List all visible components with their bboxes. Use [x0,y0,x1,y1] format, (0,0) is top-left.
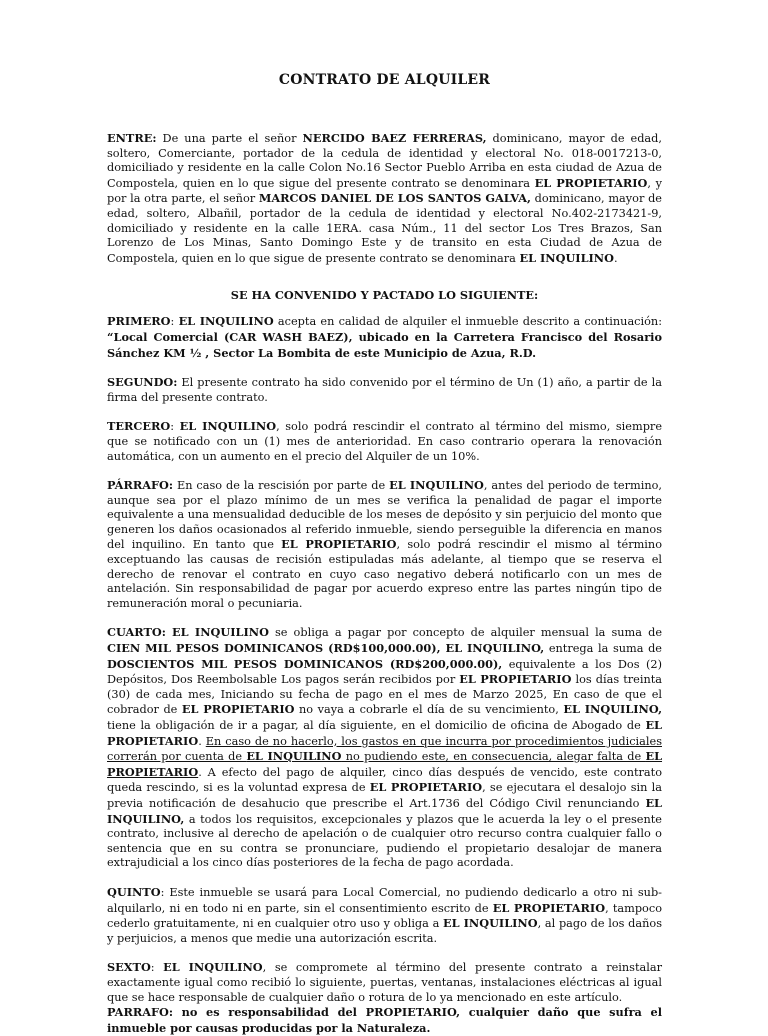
text-run: PÁRRAFO: [107,478,174,493]
primero-paragraph [107,314,662,361]
text-run: a todos los requisitos, excepcionales y plazos que le acuerda la ley o el presente contrato, inclusive al derecho de apelación o de cualquier otro recurso contra cualquier fallo o sentencia que en su contra se pronunciare, pudiendo el propietario desalojar de manera extrajudicial a los cinco días posteriores de la fecha de pago acordada. [107,812,662,870]
text-run: , al pago de los daños y perjuicios, a menos que medie una autorización escrita. [107,917,662,945]
text-run: dominicano, mayor de edad, soltero, Albañil, portador de la cedula de identidad y electoral No.402-2173421-9, domiciliado y residente en la calle 1ERA. casa Núm., 11 del sector Los Tres Brazos, San Lorenzo de Los Minas, Santo Domingo Este y de transito en esta Ciudad de Azua de Compostela, quien en lo que sigue de presente contrato se denominara [107,192,662,265]
text-run: EL PROPIETARIO [534,175,648,190]
text-run: : [170,315,179,329]
clauses-section [107,314,662,1036]
text-run: . A efecto del pago de alquiler, cinco días después de vencido, este contrato queda rescindo, si es la voluntad expresa de [107,765,662,795]
text-run: : [150,961,164,975]
text-run: EL INQUILINO [389,478,484,493]
text-run: no pudiendo este, en consecuencia, alegar falta de [341,750,646,764]
text-run: CIEN MIL PESOS DOMINICANOS (RD$100,000.00), EL INQUILINO, [107,641,545,656]
text-run: EL INQUILINO [171,625,269,640]
text-run: “Local Comercial (CAR WASH BAEZ), ubicado en la Carretera Francisco del Rosario Sánchez KM ½ , Sector La Bombita de este Municipio de Azua, R.D. [107,329,662,360]
text-run: En caso de no hacerlo, los gastos en que incurra por procedimientos judiciales correrán por cuenta de [107,734,662,764]
text-run: NERCIDO BAEZ FERRERAS, [302,131,487,145]
text-run: , solo podrá rescindir el mismo al término exceptuando las causas de recisión estipuladas más adelante, al tiempo que se reserva el derecho de renovar el contrato en cuyo caso negativo deberá notificarlo con un mes de antelación. Sin responsabilidad de pagar por acuerdo expreso entre las partes ningún tipo de remuneración moral o pecuniaria. [107,538,662,610]
sexto-paragraph [107,960,662,1005]
text-run: . [613,251,618,265]
text-run: El presente contrato ha sido convenido por el término de Un (1) año, a partir de la firma del presente contrato. [107,376,662,404]
text-run: , antes del periodo de termino, aunque sea por el plazo mínimo de un mes se verifica la penalidad de pagar el importe equivalente a una mensualidad deducible de los meses de depósito y sin perjuicio del monto que generen los daños ocasionados al referido inmueble, siendo perseguible la diferencia en manos del inquilino. En tanto que [107,479,662,552]
parties-paragraph [107,131,662,266]
text-run: PRIMERO [107,314,171,329]
text-run: MARCOS DANIEL DE LOS SANTOS GALVA, [258,191,531,206]
text-run: , solo podrá rescindir el contrato al término del mismo, siempre que se notificado con un (1) mes de anterioridad. En caso contrario operara la renovación automática, con un aumento en el precio del Alquiler de un 10%. [107,420,663,463]
text-run: SEGUNDO: [107,375,178,390]
text-run: EL PROPIETARIO [369,780,483,795]
parrafo-2-paragraph [107,1005,662,1036]
text-run: EL INQUILINO [443,916,538,931]
text-run: EL PROPIETARIO [181,702,295,717]
segundo-paragraph [107,375,662,405]
text-run: equivalente a los Dos (2) Depósitos, Dos Reembolsable Los pagos serán recibidos por [107,657,662,687]
text-run: no vaya a cobrarle el día de su vencimiento, [294,703,564,717]
text-run: EL INQUILINO [519,250,614,265]
text-run: acepta en calidad de alquiler el inmueble descrito a continuación: [273,315,663,329]
parrafo-1-paragraph [107,478,662,611]
text-run: , se ejecutara el desalojo sin la previa notificación de desahucio que prescribe el Art.1736 del Código Civil renunciando [107,781,662,810]
text-run: , se compromete al término del presente contrato a reinstalar exactamente igual como recibió lo siguiente, puertas, ventanas, instalaciones eléctricas al igual que se hace responsable de cualquier daño o rotura de lo ya mencionado en este artículo. [107,961,662,1004]
text-run: QUINTO [107,884,161,899]
text-run: , y por la otra parte, el señor [107,176,662,206]
cuarto-paragraph [107,625,662,871]
text-run: EL PROPIETARIO [492,900,606,915]
text-run: CUARTO: [107,625,166,640]
text-run: : Este inmueble se usará para Local Comercial, no pudiendo dedicarlo a otro ni sub-alquilarlo, ni en todo ni en parte, sin el consentimiento escrito de [107,885,662,915]
document-title: CONTRATO DE ALQUILER [278,72,491,88]
text-run: EL INQUILINO [246,749,342,764]
text-run: , tampoco cederlo gratuitamente, ni en cualquier otro uso y obliga a [107,901,662,931]
text-run: EL INQUILINO [163,960,263,975]
text-run: TERCERO [107,419,171,434]
text-run: : [170,420,180,434]
text-run: EL PROPIETARIO [459,672,572,687]
text-run: los días treinta (30) de cada mes, Iniciando su fecha de pago en el mes de Marzo 2025, En caso de que el cobrador de [107,673,662,717]
text-run: tiene la obligación de ir a pagar, al día siguiente, en el domicilio de oficina de Abogado de [107,719,646,732]
text-run: EL INQUILINO, [563,702,662,717]
text-run: DOSCIENTOS MIL PESOS DOMINICANOS (RD$200,000.00), [107,656,503,671]
text-run: EL INQUILINO [179,419,277,434]
text-run: De una parte el señor [156,132,303,145]
text-run: EL INQUILINO [178,314,274,329]
text-run: dominicano, mayor de edad, soltero, Comerciante, portador de la cedula de identidad y electoral No. 018-0017213-0, domiciliado y residente en la calle Colon No.16 Sector Pueblo Arriba en esta ciudad de Azua de Compostela, quien en lo que sigue del presente contrato se denominara [107,132,662,190]
text-run: EL PROPIETARIO [281,537,397,552]
text-run: EL PROPIETARIO [107,749,663,779]
quinto-paragraph [107,885,662,946]
text-run: EL PROPIETARIO [107,718,662,748]
text-run: se obliga a pagar por concepto de alquiler mensual la suma de [268,626,663,640]
tercero-paragraph [107,419,662,464]
text-run: En caso de la rescisión por parte de [173,479,390,493]
text-run: PARRAFO: no es responsabilidad del PROPIETARIO, cualquier daño que sufra el inmueble por causas producidas por la Naturaleza. [107,1005,662,1035]
text-run: SEXTO [107,960,151,975]
text-run: . [198,734,206,748]
text-run: EL INQUILINO, [107,795,662,826]
agreement-heading: SE HA CONVENIDO Y PACTADO LO SIGUIENTE: [230,288,539,303]
text-run: entrega la suma de [544,642,662,656]
text-run: ENTRE: [107,131,157,145]
parties-paragraph [107,131,662,266]
